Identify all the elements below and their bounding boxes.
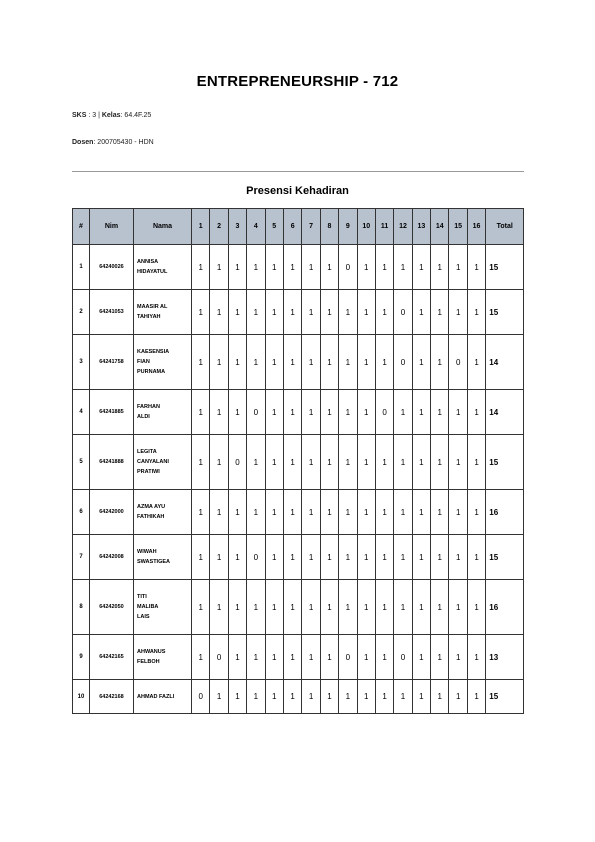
attendance-total: 15 xyxy=(486,245,524,290)
attendance-cell: 0 xyxy=(228,435,246,490)
attendance-cell: 1 xyxy=(320,390,338,435)
attendance-total: 15 xyxy=(486,435,524,490)
attendance-cell: 1 xyxy=(375,535,393,580)
attendance-cell: 1 xyxy=(394,245,412,290)
table-row xyxy=(73,490,524,535)
attendance-cell: 1 xyxy=(320,335,338,390)
attendance-cell: 1 xyxy=(449,435,467,490)
class-info xyxy=(72,112,151,119)
table-row xyxy=(73,580,524,635)
column-header: 14 xyxy=(431,209,449,245)
row-number: 8 xyxy=(73,580,90,635)
attendance-cell: 1 xyxy=(467,435,485,490)
attendance-cell: 1 xyxy=(412,290,430,335)
attendance-total: 15 xyxy=(486,680,524,714)
student-name-line: FELBOH xyxy=(137,659,160,665)
attendance-cell: 1 xyxy=(394,390,412,435)
attendance-cell: 1 xyxy=(265,290,283,335)
attendance-cell: 1 xyxy=(412,335,430,390)
attendance-cell: 1 xyxy=(265,390,283,435)
column-header: 10 xyxy=(357,209,375,245)
attendance-cell: 1 xyxy=(375,245,393,290)
table-row xyxy=(73,635,524,680)
attendance-cell: 1 xyxy=(247,245,265,290)
attendance-cell: 0 xyxy=(394,635,412,680)
attendance-cell: 1 xyxy=(247,580,265,635)
row-number: 3 xyxy=(73,335,90,390)
attendance-cell: 1 xyxy=(265,580,283,635)
attendance-cell: 1 xyxy=(210,435,228,490)
attendance-cell: 1 xyxy=(265,245,283,290)
attendance-cell: 0 xyxy=(449,335,467,390)
student-name-line: KAESENSIA xyxy=(137,349,170,355)
attendance-cell: 1 xyxy=(357,290,375,335)
attendance-cell: 1 xyxy=(210,490,228,535)
attendance-cell: 1 xyxy=(210,680,228,714)
attendance-cell: 1 xyxy=(302,680,320,714)
column-header: 15 xyxy=(449,209,467,245)
attendance-cell: 1 xyxy=(357,680,375,714)
row-number: 6 xyxy=(73,490,90,535)
attendance-cell: 1 xyxy=(467,490,485,535)
attendance-cell: 1 xyxy=(320,245,338,290)
attendance-cell: 1 xyxy=(449,680,467,714)
divider xyxy=(72,171,524,172)
attendance-table xyxy=(72,208,524,714)
attendance-cell: 1 xyxy=(302,580,320,635)
attendance-cell: 1 xyxy=(339,335,357,390)
page-title: ENTREPRENEURSHIP - 712 xyxy=(196,73,399,90)
attendance-cell: 0 xyxy=(394,335,412,390)
attendance-cell: 1 xyxy=(412,490,430,535)
attendance-cell: 1 xyxy=(247,290,265,335)
attendance-cell: 1 xyxy=(394,535,412,580)
column-header: Total xyxy=(486,209,524,245)
attendance-cell: 0 xyxy=(247,390,265,435)
sks-label: SKS xyxy=(72,112,87,119)
attendance-cell: 1 xyxy=(265,490,283,535)
attendance-cell: 1 xyxy=(192,245,210,290)
attendance-cell: 0 xyxy=(247,535,265,580)
attendance-total: 15 xyxy=(486,535,524,580)
row-number: 9 xyxy=(73,635,90,680)
student-name-line: HIDAYATUL xyxy=(137,269,168,275)
attendance-cell: 1 xyxy=(265,335,283,390)
attendance-cell: 1 xyxy=(283,245,301,290)
attendance-cell: 1 xyxy=(192,435,210,490)
attendance-cell: 1 xyxy=(357,245,375,290)
student-nim: 64241758 xyxy=(90,335,134,390)
student-name xyxy=(134,580,192,635)
attendance-cell: 1 xyxy=(412,535,430,580)
student-name-line: AHMAD FAZLI xyxy=(137,693,175,700)
student-name-line: SWASTIGEA xyxy=(137,559,171,565)
student-name-line: MALIBA xyxy=(137,604,159,610)
attendance-cell: 1 xyxy=(339,580,357,635)
student-name-line: PURNAMA xyxy=(137,369,166,375)
attendance-cell: 1 xyxy=(467,290,485,335)
student-name-line: WIWAH xyxy=(137,549,157,555)
attendance-cell: 1 xyxy=(192,390,210,435)
student-name-line: ALDI xyxy=(137,414,150,420)
attendance-cell: 1 xyxy=(228,490,246,535)
attendance-cell: 1 xyxy=(283,435,301,490)
attendance-total: 16 xyxy=(486,490,524,535)
attendance-cell: 1 xyxy=(412,245,430,290)
attendance-total: 14 xyxy=(486,335,524,390)
attendance-cell: 1 xyxy=(339,390,357,435)
table-row xyxy=(73,680,524,714)
attendance-cell: 1 xyxy=(192,490,210,535)
attendance-cell: 1 xyxy=(283,490,301,535)
table-header-row xyxy=(73,209,524,245)
column-header: 1 xyxy=(192,209,210,245)
attendance-cell: 1 xyxy=(467,335,485,390)
attendance-cell: 1 xyxy=(431,680,449,714)
attendance-cell: 1 xyxy=(357,535,375,580)
student-name xyxy=(134,335,192,390)
attendance-cell: 1 xyxy=(449,390,467,435)
attendance-cell: 1 xyxy=(431,245,449,290)
table-row xyxy=(73,245,524,290)
student-name-line: AZMA AYU xyxy=(137,504,166,510)
attendance-cell: 1 xyxy=(265,535,283,580)
attendance-cell: 1 xyxy=(228,390,246,435)
attendance-cell: 1 xyxy=(339,490,357,535)
attendance-cell: 1 xyxy=(412,580,430,635)
attendance-cell: 1 xyxy=(357,435,375,490)
student-name-line: ANNISA xyxy=(137,259,159,265)
attendance-cell: 1 xyxy=(394,580,412,635)
attendance-cell: 1 xyxy=(375,335,393,390)
attendance-cell: 1 xyxy=(357,390,375,435)
student-name xyxy=(134,435,192,490)
column-header: 12 xyxy=(394,209,412,245)
attendance-cell: 0 xyxy=(210,635,228,680)
attendance-cell: 1 xyxy=(210,245,228,290)
attendance-cell: 1 xyxy=(320,635,338,680)
attendance-total: 13 xyxy=(486,635,524,680)
column-header: 9 xyxy=(339,209,357,245)
student-name-line: TAHIYAH xyxy=(137,314,161,320)
attendance-cell: 1 xyxy=(247,635,265,680)
attendance-cell: 1 xyxy=(247,335,265,390)
attendance-cell: 1 xyxy=(302,335,320,390)
attendance-cell: 1 xyxy=(431,390,449,435)
attendance-cell: 1 xyxy=(283,635,301,680)
student-name xyxy=(134,535,192,580)
column-header: 6 xyxy=(283,209,301,245)
attendance-cell: 1 xyxy=(302,290,320,335)
student-name-line: LAIS xyxy=(137,614,150,620)
attendance-cell: 1 xyxy=(467,390,485,435)
attendance-cell: 1 xyxy=(192,580,210,635)
attendance-cell: 1 xyxy=(228,580,246,635)
attendance-cell: 1 xyxy=(228,290,246,335)
column-header: Nim xyxy=(90,209,134,245)
student-name-line: TITI xyxy=(137,594,147,600)
column-header: 13 xyxy=(412,209,430,245)
student-name xyxy=(134,490,192,535)
section-title: Presensi Kehadiran xyxy=(246,185,349,197)
attendance-cell: 1 xyxy=(210,390,228,435)
attendance-cell: 0 xyxy=(339,635,357,680)
attendance-cell: 1 xyxy=(228,535,246,580)
attendance-cell: 1 xyxy=(302,535,320,580)
attendance-cell: 1 xyxy=(357,490,375,535)
student-name xyxy=(134,390,192,435)
attendance-cell: 1 xyxy=(247,680,265,714)
attendance-cell: 1 xyxy=(320,435,338,490)
attendance-cell: 1 xyxy=(394,435,412,490)
student-name-line: FIAN xyxy=(137,359,150,365)
dosen-value: : 200705430 - HDN xyxy=(93,139,154,146)
attendance-cell: 1 xyxy=(375,490,393,535)
attendance-cell: 1 xyxy=(431,580,449,635)
row-number: 2 xyxy=(73,290,90,335)
table-row xyxy=(73,335,524,390)
attendance-cell: 1 xyxy=(449,580,467,635)
attendance-cell: 1 xyxy=(228,245,246,290)
attendance-cell: 1 xyxy=(265,635,283,680)
row-number: 4 xyxy=(73,390,90,435)
attendance-cell: 1 xyxy=(412,680,430,714)
student-name-line: FARHAN xyxy=(137,404,160,410)
attendance-cell: 1 xyxy=(320,580,338,635)
attendance-cell: 1 xyxy=(375,635,393,680)
student-name-line: MAASIR AL xyxy=(137,304,168,310)
attendance-cell: 1 xyxy=(192,335,210,390)
attendance-cell: 1 xyxy=(339,680,357,714)
attendance-cell: 1 xyxy=(375,435,393,490)
student-nim: 64240026 xyxy=(90,245,134,290)
column-header: 3 xyxy=(228,209,246,245)
student-name-line: CANYALANI xyxy=(137,459,169,465)
attendance-cell: 1 xyxy=(302,435,320,490)
attendance-cell: 1 xyxy=(431,335,449,390)
row-number: 5 xyxy=(73,435,90,490)
attendance-cell: 1 xyxy=(412,435,430,490)
attendance-cell: 1 xyxy=(192,635,210,680)
attendance-cell: 1 xyxy=(375,680,393,714)
attendance-cell: 1 xyxy=(210,290,228,335)
attendance-cell: 1 xyxy=(449,635,467,680)
lecturer-info xyxy=(72,139,154,146)
attendance-cell: 1 xyxy=(449,490,467,535)
attendance-cell: 1 xyxy=(283,680,301,714)
attendance-cell: 1 xyxy=(431,635,449,680)
attendance-cell: 1 xyxy=(412,390,430,435)
attendance-cell: 1 xyxy=(192,535,210,580)
attendance-cell: 1 xyxy=(283,390,301,435)
column-header: Nama xyxy=(134,209,192,245)
attendance-total: 16 xyxy=(486,580,524,635)
attendance-total: 14 xyxy=(486,390,524,435)
table-row xyxy=(73,535,524,580)
student-name-line: AHWANUS xyxy=(137,649,166,655)
column-header: 5 xyxy=(265,209,283,245)
column-header: 8 xyxy=(320,209,338,245)
attendance-cell: 1 xyxy=(265,680,283,714)
attendance-cell: 1 xyxy=(302,490,320,535)
attendance-cell: 1 xyxy=(302,635,320,680)
attendance-cell: 1 xyxy=(467,535,485,580)
table-body xyxy=(73,245,524,714)
attendance-cell: 1 xyxy=(339,290,357,335)
student-nim: 64241053 xyxy=(90,290,134,335)
attendance-cell: 1 xyxy=(210,535,228,580)
attendance-cell: 1 xyxy=(449,535,467,580)
student-name xyxy=(134,290,192,335)
attendance-cell: 1 xyxy=(339,435,357,490)
attendance-cell: 0 xyxy=(394,290,412,335)
student-nim: 64242165 xyxy=(90,635,134,680)
attendance-cell: 1 xyxy=(467,635,485,680)
dosen-label: Dosen xyxy=(72,139,94,146)
attendance-cell: 1 xyxy=(431,290,449,335)
sks-value: : 3 | xyxy=(88,112,100,119)
row-number: 10 xyxy=(73,680,90,714)
attendance-cell: 1 xyxy=(320,490,338,535)
table-row xyxy=(73,290,524,335)
attendance-cell: 0 xyxy=(375,390,393,435)
table-row xyxy=(73,435,524,490)
column-header: 2 xyxy=(210,209,228,245)
column-header: 11 xyxy=(375,209,393,245)
student-name xyxy=(134,245,192,290)
attendance-cell: 1 xyxy=(394,680,412,714)
attendance-cell: 1 xyxy=(302,390,320,435)
attendance-cell: 1 xyxy=(449,245,467,290)
student-name xyxy=(134,680,192,714)
attendance-cell: 1 xyxy=(431,435,449,490)
student-name xyxy=(134,635,192,680)
attendance-cell: 1 xyxy=(375,290,393,335)
kelas-value: : 64.4F.25 xyxy=(120,112,152,119)
column-header: 16 xyxy=(467,209,485,245)
row-number: 1 xyxy=(73,245,90,290)
student-nim: 64242168 xyxy=(90,680,134,714)
student-nim: 64242050 xyxy=(90,580,134,635)
table-row xyxy=(73,390,524,435)
attendance-cell: 1 xyxy=(320,535,338,580)
column-header: 4 xyxy=(247,209,265,245)
attendance-cell: 1 xyxy=(228,680,246,714)
student-nim: 64242000 xyxy=(90,490,134,535)
attendance-cell: 1 xyxy=(192,290,210,335)
attendance-cell: 1 xyxy=(449,290,467,335)
attendance-cell: 1 xyxy=(283,580,301,635)
column-header: 7 xyxy=(302,209,320,245)
student-name-line: PRATIWI xyxy=(137,469,160,475)
attendance-cell: 1 xyxy=(247,490,265,535)
attendance-cell: 1 xyxy=(283,290,301,335)
row-number: 7 xyxy=(73,535,90,580)
attendance-cell: 1 xyxy=(357,635,375,680)
attendance-cell: 1 xyxy=(394,490,412,535)
attendance-cell: 1 xyxy=(320,290,338,335)
attendance-cell: 0 xyxy=(339,245,357,290)
student-name-line: FATHIKAH xyxy=(137,514,165,520)
attendance-cell: 1 xyxy=(320,680,338,714)
attendance-cell: 1 xyxy=(228,335,246,390)
attendance-cell: 1 xyxy=(265,435,283,490)
kelas-label: Kelas xyxy=(101,112,121,119)
student-name-line: LEGITA xyxy=(137,449,157,455)
attendance-cell: 1 xyxy=(283,535,301,580)
attendance-cell: 1 xyxy=(228,635,246,680)
attendance-cell: 1 xyxy=(467,245,485,290)
attendance-cell: 1 xyxy=(467,580,485,635)
attendance-cell: 1 xyxy=(357,335,375,390)
attendance-cell: 1 xyxy=(431,535,449,580)
attendance-total: 15 xyxy=(486,290,524,335)
attendance-cell: 1 xyxy=(412,635,430,680)
attendance-cell: 1 xyxy=(375,580,393,635)
attendance-cell: 1 xyxy=(467,680,485,714)
attendance-cell: 1 xyxy=(431,490,449,535)
student-nim: 64241888 xyxy=(90,435,134,490)
attendance-cell: 1 xyxy=(339,535,357,580)
attendance-cell: 1 xyxy=(357,580,375,635)
attendance-cell: 1 xyxy=(247,435,265,490)
student-nim: 64242008 xyxy=(90,535,134,580)
attendance-cell: 1 xyxy=(210,580,228,635)
attendance-cell: 1 xyxy=(283,335,301,390)
attendance-cell: 1 xyxy=(210,335,228,390)
student-nim: 64241885 xyxy=(90,390,134,435)
attendance-cell: 0 xyxy=(192,680,210,714)
column-header: # xyxy=(73,209,90,245)
attendance-cell: 1 xyxy=(302,245,320,290)
